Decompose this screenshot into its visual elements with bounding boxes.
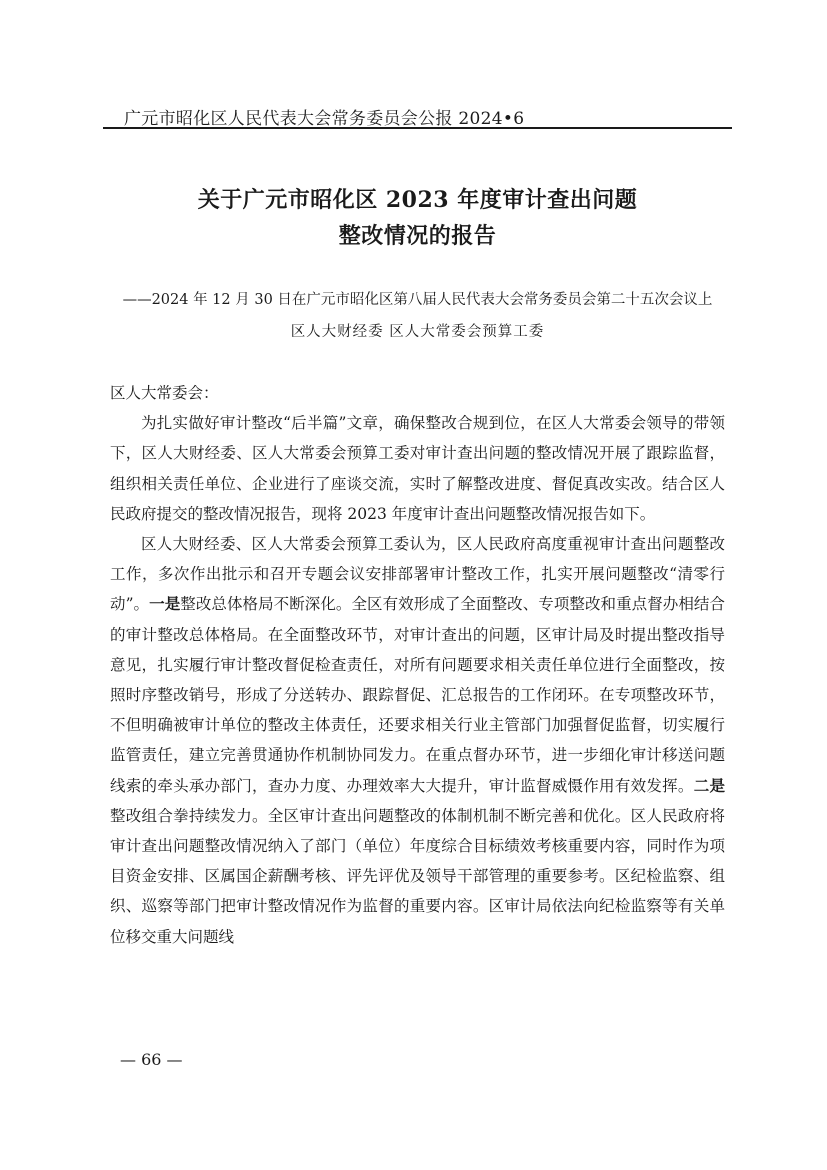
document-title-line-1: 关于广元市昭化区 2023 年度审计查出问题	[197, 187, 638, 213]
paragraph-text: 整改组合拳持续发力。全区审计查出问题整改的体制机制不断完善和优化。区人民政府将审计查出问题整改情况纳入了部门（单位）年度综合目标绩效考核重要内容，同时作为项目资金安排、区属国企薪酬考核、评先评优及领导干部管理的重要参考。区纪检监察、组织、巡察等部门把审计整改情况作为监督的重要内容。区审计局依法向纪检监察等有关单位移交重大问题线	[110, 806, 725, 946]
page-number: — 66 —	[120, 1050, 183, 1069]
paragraph-intro: 为扎实做好审计整改“后半篇”文章，确保整改合规到位，在区人大常委会领导的带领下，区人大财经委、区人大常委会预算工委对审计查出问题的整改情况开展了跟踪监督，组织相关责任单位、企业进行了座谈交流，实时了解整改进度、督促真改实改。结合区人民政府提交的整改情况报告，现将 2023 年度审计查出问题整改情况报告如下。	[110, 414, 725, 523]
paragraph-text: 区人大财经委、区人大常委会预算工委认为，区人民政府高度重视审计查出问题整改工作，多次作出批示和召开专题会议安排部署审计整改工作，扎实开展问题整改“清零行动”。	[110, 535, 725, 614]
document-body	[110, 378, 725, 952]
paragraph-text: 整改总体格局不断深化。全区有效形成了全面整改、专项整改和重点督办相结合的审计整改总体格局。在全面整改环节，对审计查出的问题，区审计局及时提出整改指导意见，扎实履行审计整改督促检查责任，对所有问题要求相关责任单位进行全面整改，按照时序整改销号，形成了分送转办、跟踪督促、汇总报告的工作闭环。在专项整改环节，不但明确被审计单位的整改主体责任，还要求相关行业主管部门加强督促监督，切实履行监管责任，建立完善贯通协作机制协同发力。在重点督办环节，进一步细化审计移送问题线索的牵头承办部门，查办力度、办理效率大大提升，审计监督威慑作用有效发挥。	[110, 595, 725, 795]
emphasis-second: 二是	[693, 775, 725, 795]
salutation: 区人大常委会：	[110, 384, 219, 402]
paragraph-assessment	[110, 529, 725, 952]
document-title-line-2: 整改情况的报告	[338, 223, 497, 249]
header-divider	[103, 127, 732, 129]
document-subtitle-meeting: ——2024 年 12 月 30 日在广元市昭化区第八届人民代表大会常务委员会第二十五次会议上	[122, 292, 713, 308]
emphasis-first: 一是	[149, 594, 181, 614]
bulletin-header: 广元市昭化区人民代表大会常务委员会公报 2024•6	[124, 109, 525, 129]
document-subtitle-authors: 区人大财经委 区人大常委会预算工委	[290, 324, 545, 340]
